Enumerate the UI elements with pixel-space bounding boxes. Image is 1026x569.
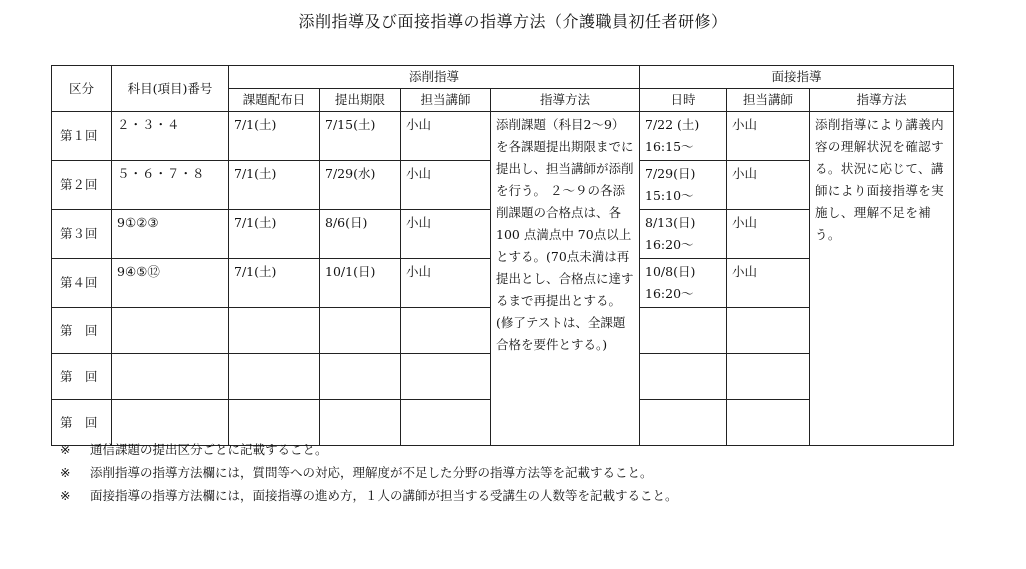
row-distribution-date: 7/1(土) [229,210,320,259]
row-instructor: 小山 [401,161,491,210]
header-subject-no: 科目(項目)番号 [112,66,229,112]
interview-method-text: 添削指導により講義内容の理解状況を確認する。状況に応じて、講師により面接指導を実施し、理解不足を補う。 [810,112,954,446]
note-text: 通信課題の提出区分ごとに記載すること。 [90,442,328,457]
header-deadline: 提出期限 [320,89,401,112]
header-instructor: 担当講師 [401,89,491,112]
row-deadline [320,354,401,400]
header-correspondence-group: 添削指導 [229,66,640,89]
row-distribution-date: 7/1(土) [229,259,320,308]
note-text: 添削指導の指導方法欄には，質問等への対応，理解度が不足した分野の指導方法等を記載すること。 [90,465,653,480]
correspondence-method-text: 添削課題（科目2～9）を各課題提出期限までに提出し、担当講師が添削を行う。 ２～９の各添削課題の合格点は、各100 点満点中 70点以上とする。(70点未満は再提出とし、合格点に達するまで再提出とする。 (修了テストは、全課題合格を要件とする。) [491,112,640,446]
row-deadline: 7/15(土) [320,112,401,161]
row-interview-instructor: 小山 [727,112,810,161]
row-section: 第 回 [52,354,112,400]
footnote [60,484,678,507]
footnote [60,461,678,484]
guidance-table [51,65,954,446]
row-subject [112,308,229,354]
row-subject: ２・３・４ [112,112,229,161]
note-text: 面接指導の指導方法欄には，面接指導の進め方，１人の講師が担当する受講生の人数等を記載すること。 [90,488,678,503]
row-datetime [640,354,727,400]
note-mark: ※ [60,465,71,480]
row-instructor: 小山 [401,112,491,161]
row-section: 第４回 [52,259,112,308]
footnotes [60,438,678,507]
row-instructor [401,308,491,354]
page-title: 添削指導及び面接指導の指導方法（介護職員初任者研修） [298,12,728,31]
row-datetime: 7/22 (土) 16:15～ [640,112,727,161]
row-distribution-date [229,354,320,400]
row-section: 第１回 [52,112,112,161]
header-assignment-date: 課題配布日 [229,89,320,112]
row-interview-instructor [727,400,810,446]
header-section: 区分 [52,66,112,112]
note-mark: ※ [60,442,71,457]
row-distribution-date [229,308,320,354]
row-subject [112,354,229,400]
row-interview-instructor: 小山 [727,210,810,259]
header-interview-method: 指導方法 [810,89,954,112]
row-interview-instructor [727,308,810,354]
header-interview-group: 面接指導 [640,66,954,89]
row-distribution-date: 7/1(土) [229,161,320,210]
row-datetime: 7/29(日) 15:10～ [640,161,727,210]
row-instructor [401,354,491,400]
note-mark: ※ [60,488,71,503]
row-datetime: 10/8(日) 16:20～ [640,259,727,308]
row-instructor: 小山 [401,259,491,308]
row-subject: 9④⑤⑫ [112,259,229,308]
header-interview-instructor: 担当講師 [727,89,810,112]
row-section: 第 回 [52,400,112,446]
table-row [52,112,954,161]
row-subject: ５・６・７・８ [112,161,229,210]
row-section: 第 回 [52,308,112,354]
header-method: 指導方法 [491,89,640,112]
header-row-1 [52,66,954,89]
row-datetime: 8/13(日) 16:20～ [640,210,727,259]
row-datetime [640,308,727,354]
row-deadline: 10/1(日) [320,259,401,308]
row-deadline: 7/29(水) [320,161,401,210]
row-interview-instructor: 小山 [727,161,810,210]
header-datetime: 日時 [640,89,727,112]
row-deadline: 8/6(日) [320,210,401,259]
footnote [60,438,678,461]
row-section: 第３回 [52,210,112,259]
row-deadline [320,308,401,354]
row-interview-instructor [727,354,810,400]
row-distribution-date: 7/1(土) [229,112,320,161]
row-instructor: 小山 [401,210,491,259]
row-subject: 9①②③ [112,210,229,259]
row-interview-instructor: 小山 [727,259,810,308]
row-section: 第２回 [52,161,112,210]
